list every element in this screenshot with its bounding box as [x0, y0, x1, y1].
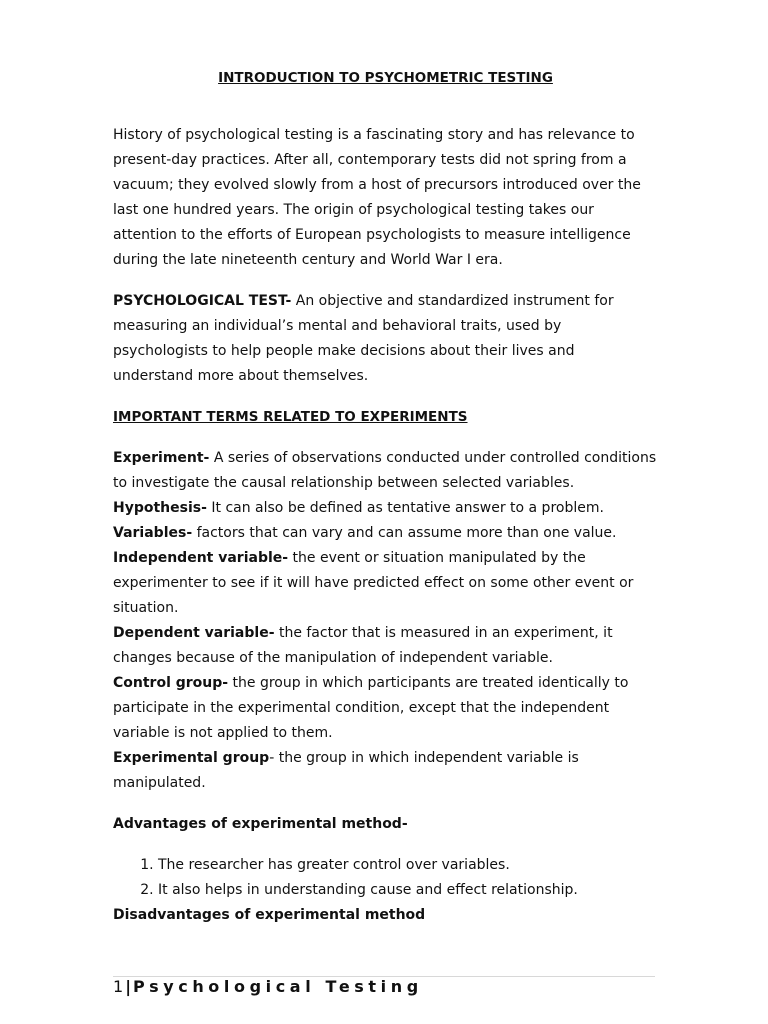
term-definition: the group in which participants are treated identically to participate in the experimental condition, except that the independent variable is not applied to them. — [113, 675, 629, 741]
list-item: 1. The researcher has greater control over variables. — [158, 853, 658, 878]
term-label: Independent variable- — [113, 550, 289, 566]
term-definition: the event or situation manipulated by the experimenter to see if it will have predicted effect on some other event or situation. — [113, 550, 634, 616]
psych-test-definition: An objective and standardized instrument for measuring an individual’s mental and behavioral traits, used by psychologists to help people make decisions about their lives and understand more about themselves. — [113, 293, 614, 384]
page-footer — [113, 976, 423, 998]
terms-list — [113, 446, 658, 796]
term-label: Dependent variable- — [113, 625, 275, 641]
document-page — [113, 60, 658, 928]
disadvantages-heading — [113, 903, 658, 928]
term-experimental-group — [113, 746, 658, 796]
term-definition: factors that can vary and can assume more than one value. — [192, 525, 617, 541]
running-head: Psychological Testing — [133, 977, 423, 996]
list-item: 2. It also helps in understanding cause and effect relationship. — [158, 878, 658, 903]
psych-test-term: PSYCHOLOGICAL TEST- — [113, 293, 292, 309]
term-dependent-variable — [113, 621, 658, 671]
footer-separator: | — [125, 977, 132, 996]
disadvantages-heading-text: Disadvantages of experimental method — [113, 907, 426, 923]
term-definition: - the group in which independent variable is manipulated. — [113, 750, 579, 791]
term-experiment — [113, 446, 658, 496]
advantages-list — [113, 853, 658, 903]
term-label: Experimental group — [113, 750, 270, 766]
page-title: INTRODUCTION TO PSYCHOMETRIC TESTING — [218, 70, 553, 86]
term-label: Hypothesis- — [113, 500, 207, 516]
term-control-group — [113, 671, 658, 746]
term-definition: It can also be defined as tentative answer to a problem. — [206, 500, 604, 516]
term-hypothesis — [113, 496, 658, 521]
intro-paragraph: History of psychological testing is a fascinating story and has relevance to present-day practices. After all, contemporary tests did not spring from a vacuum; they evolved slowly from a host of precursors introduced over the last one hundred years. The origin of psychological testing takes our attention to the efforts of European psychologists to measure intelligence during the late nineteenth century and World War I era. — [113, 127, 641, 268]
term-independent-variable — [113, 546, 658, 621]
term-definition: A series of observations conducted under controlled conditions to investigate the causal relationship between selected variables. — [113, 450, 657, 491]
term-variables — [113, 521, 658, 546]
page-number: 1 — [113, 977, 124, 996]
term-label: Variables- — [113, 525, 193, 541]
term-definition: the factor that is measured in an experiment, it changes because of the manipulation of independent variable. — [113, 625, 613, 666]
term-label: Control group- — [113, 675, 229, 691]
terms-heading: IMPORTANT TERMS RELATED TO EXPERIMENTS — [113, 409, 468, 425]
advantages-heading-text: Advantages of experimental method- — [113, 816, 408, 832]
psych-test-paragraph — [113, 289, 658, 389]
advantages-heading — [113, 812, 658, 837]
term-label: Experiment- — [113, 450, 210, 466]
